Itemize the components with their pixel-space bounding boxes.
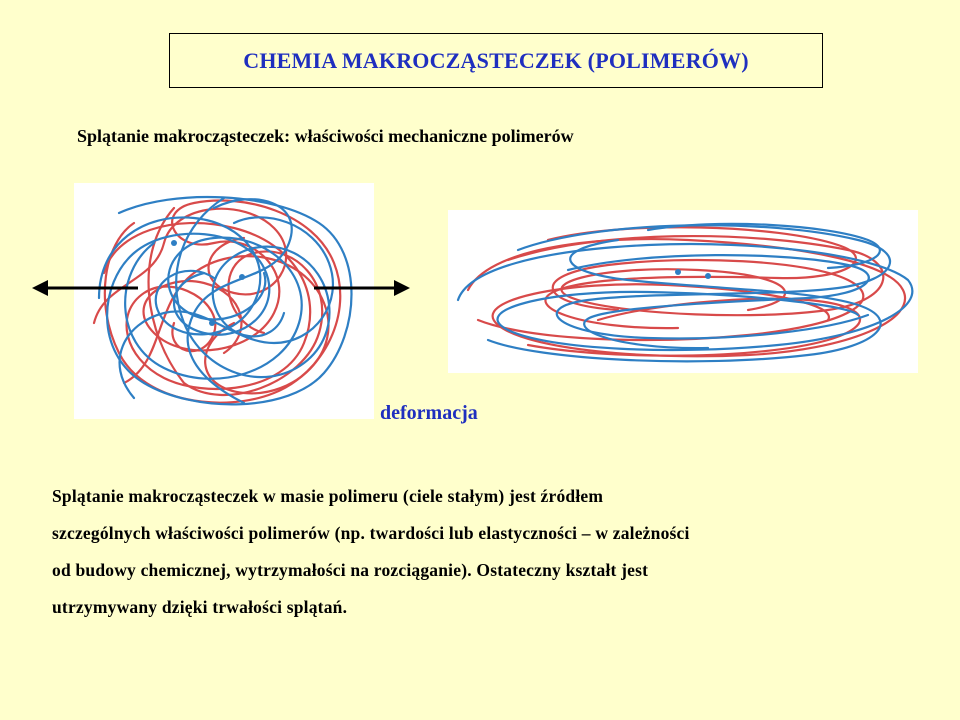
arrow-right-icon — [312, 276, 412, 300]
entangled-chains-svg — [74, 183, 374, 419]
slide-subtitle: Splątanie makrocząsteczek: właściwości mechaniczne polimerów — [77, 126, 574, 146]
arrow-left-icon — [30, 276, 142, 300]
paragraph-line: utrzymywany dzięki trwałości splątań. — [52, 597, 348, 617]
title-box — [169, 33, 823, 88]
paragraph-line: szczególnych właściwości polimerów (np. twardości lub elastyczności – w zależności — [52, 523, 690, 543]
description-paragraph — [52, 478, 932, 626]
stretched-polymer-image — [448, 210, 918, 373]
deformation-label: deformacja — [380, 402, 478, 424]
paragraph-line: Splątanie makrocząsteczek w masie polimeru (ciele stałym) jest źródłem — [52, 486, 604, 506]
stretched-chains-svg — [448, 210, 918, 373]
entangled-polymer-image — [74, 183, 374, 419]
slide-title: CHEMIA MAKROCZĄSTECZEK (POLIMERÓW) — [243, 47, 749, 73]
paragraph-line: od budowy chemicznej, wytrzymałości na rozciąganie). Ostateczny kształt jest — [52, 560, 649, 580]
